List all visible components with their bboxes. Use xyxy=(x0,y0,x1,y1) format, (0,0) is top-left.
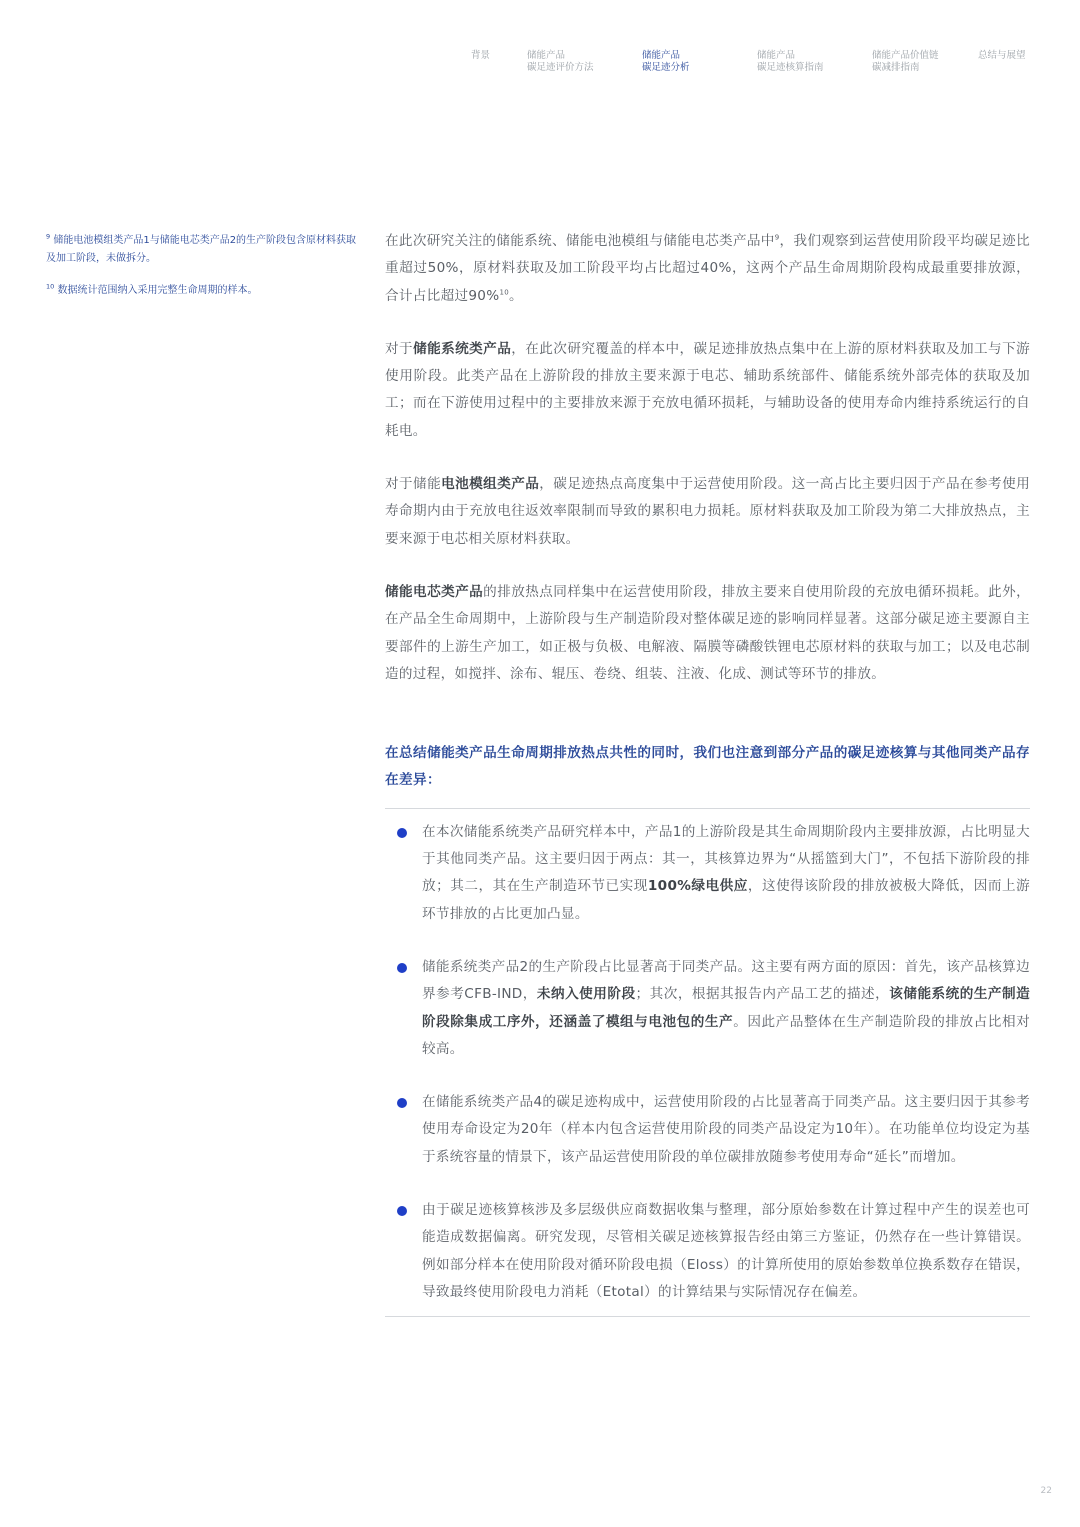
nav-item-label: 储能产品价值链 xyxy=(872,50,939,61)
list-item xyxy=(385,1089,1030,1171)
text-run: ，这使得该阶段的排放被极大降低，因而上游环节排放的占比更加凸显。 xyxy=(422,878,1030,922)
text-run: ；其次，根据其报告内产品工艺的描述， xyxy=(635,986,890,1003)
footnote-text: 储能电池模组类产品1与储能电芯类产品2的生产阶段包含原材料获取及加工阶段，未做拆分。 xyxy=(46,235,357,264)
nav-item-label: 储能产品 xyxy=(757,50,796,61)
list-item xyxy=(385,819,1030,928)
bold-term: 电池模组类产品 xyxy=(441,476,540,493)
footnote-9 xyxy=(46,232,366,268)
bullet-dot-icon xyxy=(397,1098,407,1108)
text-run: 在储能系统类产品4的碳足迹构成中，运营使用阶段的占比显著高于同类产品。这主要归因于其参考使用寿命设定为20年（样本内包含运营使用阶段的同类产品设定为10年）。在功能单位均设定为基于系统容量的情景下，该产品运营使用阶段的单位碳排放随参考使用寿命“延长”而增加。 xyxy=(422,1094,1030,1165)
nav-item-accounting-guide[interactable] xyxy=(757,50,824,74)
intro-paragraph xyxy=(385,228,1030,310)
nav-item-label: 储能产品 xyxy=(642,50,681,61)
footnote-ref-9[interactable]: 9 xyxy=(774,233,780,242)
nav-item-sublabel: 碳足迹核算指南 xyxy=(757,62,824,73)
nav-item-label: 背景 xyxy=(471,50,491,61)
bullet-dot-icon xyxy=(397,1206,407,1216)
bold-term: 储能系统类产品 xyxy=(413,340,512,357)
section-nav xyxy=(0,50,1080,80)
nav-item-label: 总结与展望 xyxy=(978,50,1026,61)
text-run: 由于碳足迹核算核涉及多层级供应商数据收集与整理，部分原始参数在计算过程中产生的误差也可能造成数据偏离。研究发现，尽管相关碳足迹核算报告经由第三方鉴证，仍然存在一些计算错误。例如部分样本在使用阶段对循环阶段电损（Eloss）的计算所使用的原始参数单位换系数存在错误，导致最终使用阶段电力消耗（Etotal）的计算结果与实际情况存在偏差。 xyxy=(422,1202,1030,1300)
text-run: 在本次储能系统类产品研究样本中，产品1的上游阶段是其生命周期阶段内主要排放源，占比明显大于其他同类产品。这主要归因于两点：其一，其核算边界为“从摇篮到大门”，不包括下游阶段的排放；其二，其在生产制造环节已实现 xyxy=(422,823,1030,895)
text-run: ，我们观察到运营使用阶段平均碳足迹比重超过50%，原材料获取及加工阶段平均占比超过40%，这两个产品生命周期阶段构成最重要排放源，合计占比超过90% xyxy=(385,233,1030,304)
footnote-number: 9 xyxy=(46,232,51,241)
footnotes xyxy=(46,232,366,300)
bullet-dot-icon xyxy=(397,828,407,838)
text-run: 储能系统类产品2的生产阶段占比显著高于同类产品。这主要有两方面的原因：首先，该产品核算边界参考CFB-IND， xyxy=(422,958,1030,1003)
text-run: 在此次研究关注的储能系统、储能电池模组与储能电芯类产品中 xyxy=(385,233,775,249)
divider-bottom xyxy=(385,1316,1030,1317)
nav-item-footprint-analysis[interactable] xyxy=(642,50,690,74)
footnote-text: 数据统计范围纳入采用完整生命周期的样本。 xyxy=(57,285,258,296)
nav-item-label: 储能产品 xyxy=(527,50,566,61)
footnote-number: 10 xyxy=(46,282,55,291)
list-item xyxy=(385,954,1030,1063)
text-run: 对于储能 xyxy=(385,476,442,493)
text-run: ，在此次研究覆盖的样本中，碳足迹排放热点集中在上游的原材料获取及加工与下游使用阶段。此类产品在上游阶段的排放主要来源于电芯、辅助系统部件、储能系统外部壳体的获取及加工；而在下游使用过程中的主要排放来源于充放电循环损耗，与辅助设备的使用寿命内维持系统运行的自耗电。 xyxy=(385,340,1030,439)
nav-item-summary[interactable] xyxy=(978,50,1026,62)
footnote-10 xyxy=(46,282,366,300)
nav-item-sublabel: 碳减排指南 xyxy=(872,62,920,73)
bold-term: 100%绿电供应 xyxy=(647,878,748,895)
bold-term: 未纳入使用阶段 xyxy=(536,986,636,1003)
nav-item-background[interactable] xyxy=(471,50,490,62)
nav-item-sublabel: 碳足迹分析 xyxy=(642,62,690,73)
text-run: ，碳足迹热点高度集中于运营使用阶段。这一高占比主要归因于产品在参考使用寿命期内由于充放电往返效率限制而导致的累积电力损耗。原材料获取及加工阶段为第二大排放热点，主要来源于电芯相关原材料获取。 xyxy=(385,476,1030,547)
text-run: 的排放热点同样集中在运营使用阶段，排放主要来自使用阶段的充放电循环损耗。此外，在产品全生命周期中，上游阶段与生产制造阶段对整体碳足迹的影响同样显著。这部分碳足迹主要源自主要部件的上游生产加工，如正极与负极、电解液、隔膜等磷酸铁锂电芯原材料的获取与加工；以及电芯制造的过程，如搅拌、涂布、辊压、卷绕、组装、注液、化成、测试等环节的排放。 xyxy=(385,583,1030,682)
cell-products-paragraph xyxy=(385,579,1030,688)
nav-item-evaluation-method[interactable] xyxy=(527,50,594,74)
highlight-statement: 在总结储能类产品生命周期排放热点共性的同时，我们也注意到部分产品的碳足迹核算与其他同类产品存在差异： xyxy=(385,745,1030,789)
bullet-dot-icon xyxy=(397,963,407,973)
bold-term: 该储能系统的生产制造阶段除集成工序外，还涵盖了模组与电池包的生产 xyxy=(422,986,1030,1030)
nav-item-reduction-guide[interactable] xyxy=(872,50,939,74)
differences-list xyxy=(385,809,1030,1316)
nav-item-sublabel: 碳足迹评价方法 xyxy=(527,62,594,73)
page-number: 22 xyxy=(1040,1486,1052,1496)
bold-term: 储能电芯类产品 xyxy=(385,583,484,600)
system-products-paragraph xyxy=(385,336,1030,445)
list-item xyxy=(385,1197,1030,1306)
text-run: 。因此产品整体在生产制造阶段的排放占比相对较高。 xyxy=(422,1013,1030,1057)
text-run: 。 xyxy=(509,287,523,304)
footnote-ref-10[interactable]: 10 xyxy=(499,288,509,297)
text-run: 对于 xyxy=(385,340,414,357)
main-content xyxy=(385,228,1030,1317)
module-products-paragraph xyxy=(385,471,1030,553)
